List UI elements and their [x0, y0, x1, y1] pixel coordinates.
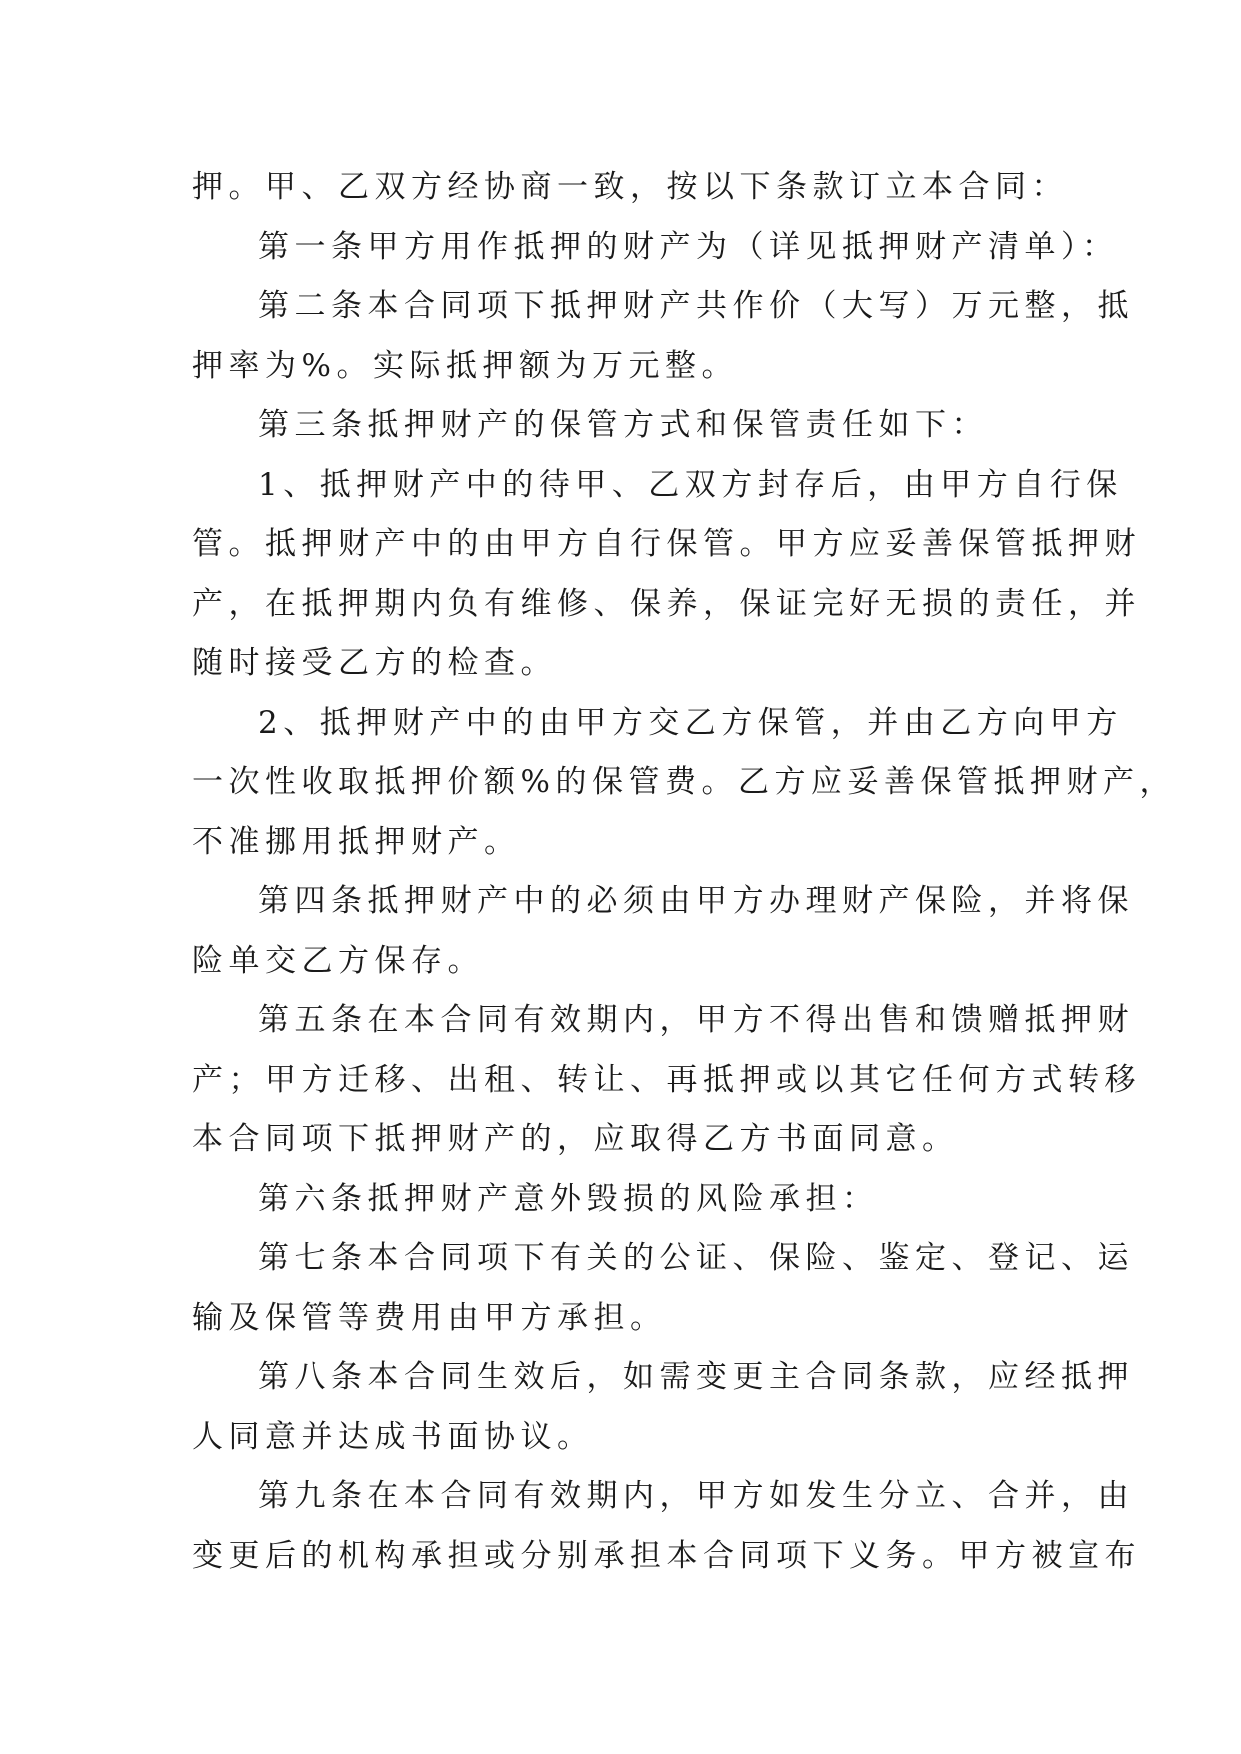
text-line: 管。抵押财产中的由甲方自行保管。甲方应妥善保管抵押财 — [192, 526, 1141, 562]
text-line: 1、抵押财产中的待甲、乙双方封存后，由甲方自行保 — [258, 466, 1123, 503]
text-line: 押。甲、乙双方经协商一致，按以下条款订立本合同： — [192, 169, 1068, 205]
text-line: 第四条抵押财产中的必须由甲方办理财产保险，并将保 — [258, 883, 1134, 919]
text-line: 2、抵押财产中的由甲方交乙方保管，并由乙方向甲方 — [258, 704, 1123, 741]
contract-body — [192, 158, 1176, 1586]
text-line: 输及保管等费用由甲方承担。 — [192, 1299, 667, 1336]
text-line: 第三条抵押财产的保管方式和保管责任如下： — [258, 407, 988, 443]
text-line: 第五条在本合同有效期内，甲方不得出售和馈赠抵押财 — [258, 1002, 1134, 1038]
text-line: 人同意并达成书面协议。 — [192, 1418, 594, 1455]
text-line: 押率为%。实际抵押额为万元整。 — [192, 347, 738, 384]
text-line: 随时接受乙方的检查。 — [192, 645, 557, 681]
text-line: 险单交乙方保存。 — [192, 942, 484, 979]
text-line: 第七条本合同项下有关的公证、保险、鉴定、登记、运 — [258, 1240, 1134, 1276]
text-line: 变更后的机构承担或分别承担本合同项下义务。甲方被宣布 — [192, 1537, 1141, 1574]
text-line: 第六条抵押财产意外毁损的风险承担： — [258, 1180, 879, 1217]
text-line: 产；甲方迁移、出租、转让、再抵押或以其它任何方式转移 — [192, 1061, 1141, 1098]
text-line: 不准挪用抵押财产。 — [192, 823, 521, 860]
text-line: 第二条本合同项下抵押财产共作价（大写）万元整，抵 — [258, 288, 1134, 324]
text-line: 第九条在本合同有效期内，甲方如发生分立、合并，由 — [258, 1478, 1134, 1514]
text-line: 第一条甲方用作抵押的财产为（详见抵押财产清单）： — [258, 228, 1119, 265]
text-line: 第八条本合同生效后，如需变更主合同条款，应经抵押 — [258, 1359, 1134, 1395]
text-line: 产，在抵押期内负有维修、保养，保证完好无损的责任，并 — [192, 585, 1141, 622]
text-line: 本合同项下抵押财产的，应取得乙方书面同意。 — [192, 1121, 959, 1157]
text-line: 一次性收取抵押价额%的保管费。乙方应妥善保管抵押财产， — [192, 764, 1176, 800]
